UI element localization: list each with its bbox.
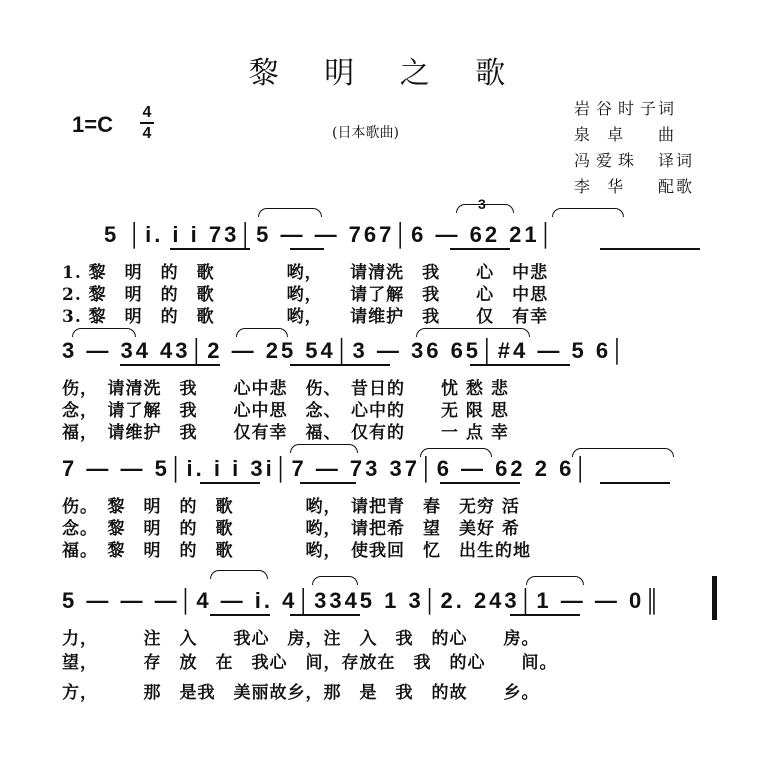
credit-arranger: 李 华 配歌 (574, 177, 695, 196)
final-barline (712, 576, 717, 620)
system-2-notes: 3 — 34 43│2 — 25 54│3 — 36 65│#4 — 5 6│ (62, 338, 628, 363)
system-4-lyric-verse-2: 望， 存 放 在 我心 间，存放在 我 的心 间。 (62, 653, 558, 673)
triplet-mark: 3 (478, 196, 486, 212)
system-3-lyric-verse-3: 福。 黎 明 的 歌 哟， 使我回 忆 出生的地 (62, 541, 531, 561)
time-signature (140, 104, 154, 142)
system-2-lyric-verse-1: 伤， 请清洗 我 心中悲 伤、 昔日的 忧 愁 悲 (62, 379, 509, 399)
system-3-lyric-verse-1: 伤。 黎 明 的 歌 哟， 请把青 春 无穷 活 (62, 497, 520, 517)
song-origin: (日本歌曲) (332, 125, 399, 141)
song-title: 黎 明 之 歌 (248, 56, 524, 91)
system-4-lyric-verse-1: 力， 注 入 我心 房，注 入 我 的心 房。 (62, 629, 540, 649)
system-1-lyric-verse-3: 3. 黎 明 的 歌 哟， 请维护 我 仅 有幸 (62, 307, 549, 327)
key-signature: 1=C (72, 112, 113, 137)
system-4-notes: 5 — — —│4 — i. 4│3345 1 3│2. 243│1 — — 0║ (62, 588, 663, 613)
system-3-notes: 7 — — 5│i. i i 3i│7 — 73 37│6 — 62 2 6│ (62, 456, 592, 481)
time-signature-top: 4 (142, 104, 152, 121)
system-1-lyric-verse-2: 2. 黎 明 的 歌 哟， 请了解 我 心 中思 (62, 285, 549, 305)
system-3-lyric-verse-2: 念。 黎 明 的 歌 哟， 请把希 望 美好 希 (62, 519, 520, 539)
system-1-lyric-verse-1: 1. 黎 明 的 歌 哟， 请清洗 我 心 中悲 (62, 263, 549, 283)
system-1-notes: 5 │i. i i 73│5 — — 767│6 — 62 21│ (104, 222, 557, 247)
time-signature-bottom: 4 (142, 125, 152, 142)
system-2-lyric-verse-2: 念， 请了解 我 心中思 念、 心中的 无 限 思 (62, 401, 509, 421)
credit-lyricist: 岩谷时子词 (574, 99, 677, 118)
system-4-lyric-verse-3: 方， 那 是我 美丽故乡，那 是 我 的故 乡。 (62, 683, 540, 703)
credit-composer: 泉 卓 曲 (574, 125, 677, 144)
credit-translator: 冯爱珠 译词 (574, 151, 695, 170)
system-2-lyric-verse-3: 福， 请维护 我 仅有幸 福、 仅有的 一 点 幸 (62, 423, 509, 443)
